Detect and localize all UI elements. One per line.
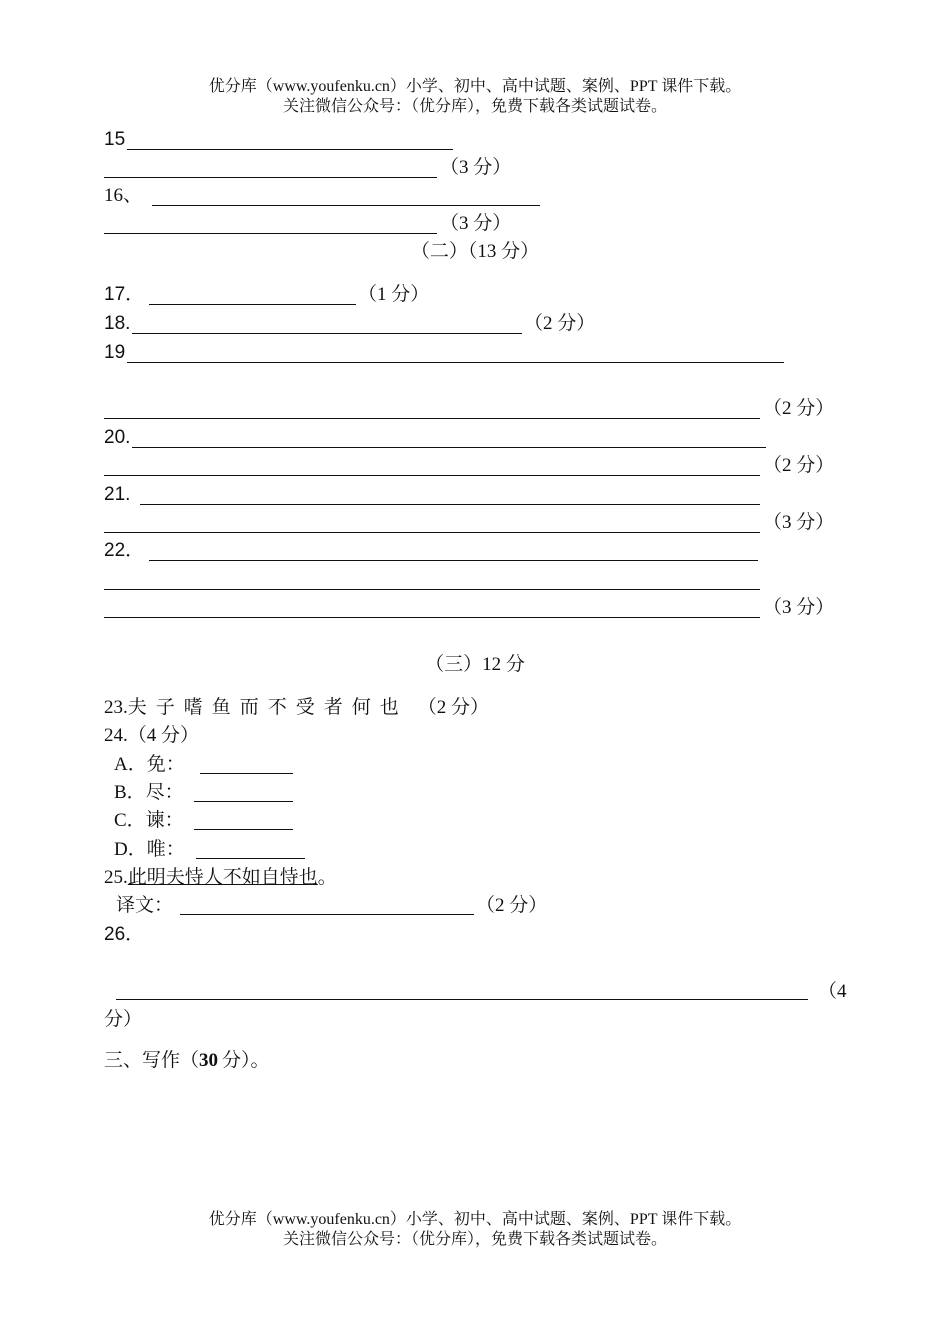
q24-d-label: D．唯： <box>114 839 185 860</box>
q23-question-text: 夫子嗜鱼而不受者何也 <box>127 697 408 718</box>
q15-answer-line-1[interactable] <box>127 149 453 150</box>
q26-score-part2: 分） <box>104 1009 143 1030</box>
page-footer-line2: 关注微信公众号：（优分库），免费下载各类试题试卷。 <box>282 1231 667 1248</box>
q19-label: 19 <box>104 342 126 363</box>
q18-answer-line[interactable] <box>132 333 522 334</box>
q26-label: 26． <box>104 924 145 945</box>
q21-answer-line-1[interactable] <box>140 504 760 505</box>
page-header-line2: 关注微信公众号：（优分库），免费下载各类试题试卷。 <box>282 98 667 115</box>
q22-answer-line-3[interactable] <box>104 617 760 618</box>
q16-score: （3 分） <box>440 213 512 234</box>
writing-title-points: 30 <box>199 1050 219 1071</box>
q20-label: 20. <box>104 427 131 448</box>
q15-label: 15 <box>104 129 126 150</box>
q23-line <box>104 695 489 721</box>
q22-answer-line-2[interactable] <box>104 589 760 590</box>
section3-heading: （三）12 分 <box>425 654 525 675</box>
q17-answer-line[interactable] <box>149 304 356 305</box>
q20-answer-line-2[interactable] <box>104 475 760 476</box>
q19-score: （2 分） <box>763 398 835 419</box>
q16-label: 16、 <box>104 185 143 206</box>
q24-heading: 24.（4 分） <box>104 725 200 746</box>
q21-answer-line-2[interactable] <box>104 532 760 533</box>
q18-label: 18. <box>104 313 131 334</box>
page-footer-line1: 优分库（www.youfenku.cn）小学、初中、高中试题、案例、PPT 课件下载。 <box>208 1211 742 1228</box>
q23-score: （2 分） <box>417 697 490 718</box>
q25-period: 。 <box>317 867 337 888</box>
q24-a-answer-line[interactable] <box>200 773 293 774</box>
q23-number: 23. <box>104 697 128 718</box>
writing-title-prefix: 三、写作（ <box>104 1050 200 1071</box>
q15-score: （3 分） <box>440 157 512 178</box>
q21-score: （3 分） <box>763 512 835 533</box>
q24-c-answer-line[interactable] <box>194 829 293 830</box>
q24-b-label: B．尽： <box>114 782 184 803</box>
q19-answer-line-1[interactable] <box>127 362 784 363</box>
q21-label: 21. <box>104 484 131 505</box>
q16-answer-line-2[interactable] <box>104 233 437 234</box>
q20-score: （2 分） <box>763 455 835 476</box>
q26-score-part1: （4 <box>818 981 847 1002</box>
q24-b-answer-line[interactable] <box>194 801 293 802</box>
q25-score: （2 分） <box>476 895 548 916</box>
q26-answer-line[interactable] <box>116 999 808 1000</box>
q22-answer-line-1[interactable] <box>149 560 758 561</box>
q25-number: 25. <box>104 867 128 888</box>
q22-score: （3 分） <box>763 597 835 618</box>
q24-d-answer-line[interactable] <box>196 858 305 859</box>
q22-label: 22． <box>104 540 145 561</box>
q16-answer-line-1[interactable] <box>152 205 540 206</box>
q18-score: （2 分） <box>524 313 596 334</box>
q19-answer-line-2[interactable] <box>104 418 760 419</box>
section2-heading: （二）（13 分） <box>410 241 540 262</box>
q20-answer-line-1[interactable] <box>132 447 766 448</box>
q25-sentence: 此明夫恃人不如自恃也 <box>127 867 318 888</box>
page-header-line1: 优分库（www.youfenku.cn）小学、初中、高中试题、案例、PPT 课件下载。 <box>208 78 742 95</box>
q15-answer-line-2[interactable] <box>104 177 437 178</box>
q25-line <box>104 865 337 891</box>
writing-section-title <box>104 1048 270 1074</box>
q25-translation-answer-line[interactable] <box>180 914 474 915</box>
writing-title-suffix: 分）。 <box>222 1050 270 1071</box>
q17-score: （1 分） <box>358 284 430 305</box>
q25-translation-label: 译文： <box>116 895 174 916</box>
q24-a-label: A．免： <box>114 754 185 775</box>
q17-label: 17． <box>104 284 145 305</box>
q24-c-label: C．谏： <box>114 810 184 831</box>
